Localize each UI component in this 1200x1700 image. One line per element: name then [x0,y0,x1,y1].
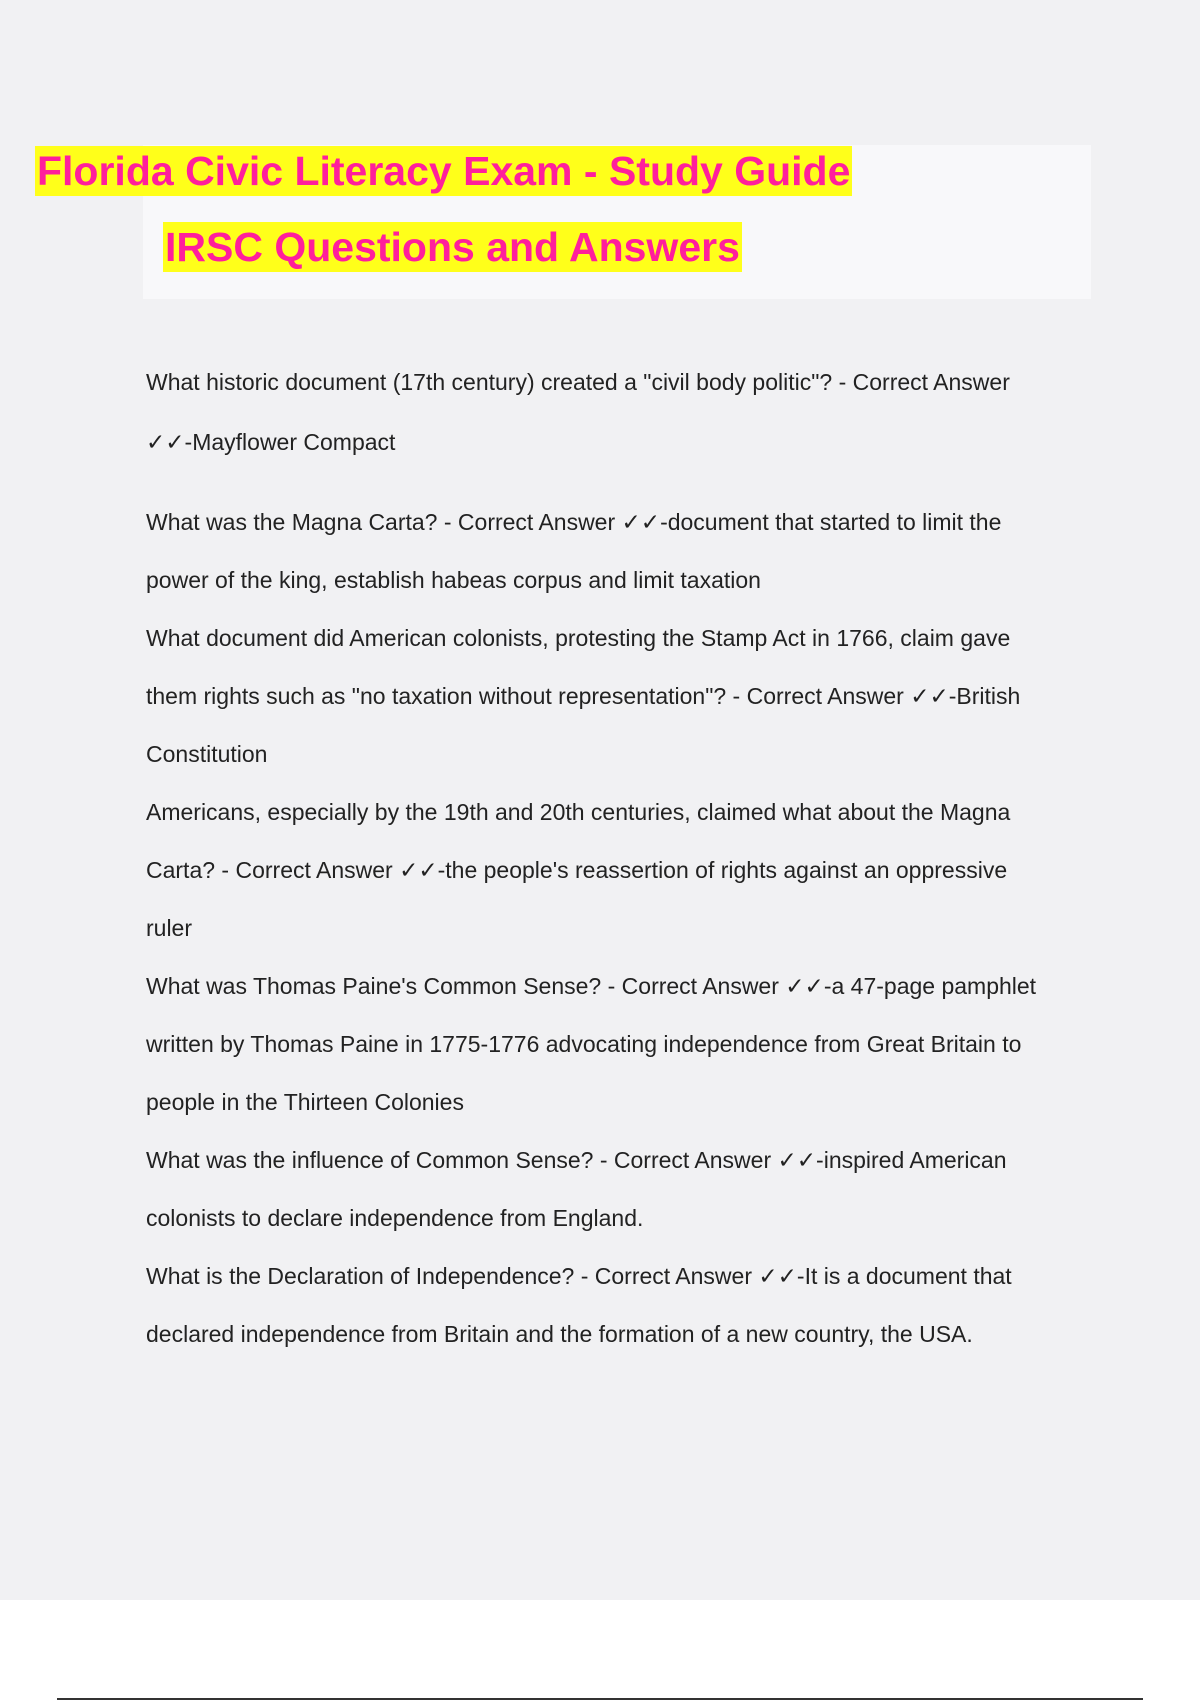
qa-line: written by Thomas Paine in 1775-1776 advocating independence from Great Britain to [146,1031,1022,1057]
qa-entry [146,360,1106,478]
qa-line: What was Thomas Paine's Common Sense? - Correct Answer ✓✓-a 47-page pamphlet [146,973,1037,999]
qa-line: What was the Magna Carta? - Correct Answer ✓✓-document that started to limit the [146,509,1002,535]
qa-line: What document did American colonists, protesting the Stamp Act in 1766, claim gave [146,625,1011,651]
qa-list [146,360,1106,1370]
qa-entry [146,964,1106,1138]
qa-entry [146,616,1106,790]
qa-line: What historic document (17th century) created a "civil body politic"? - Correct Answer [146,369,1010,395]
qa-line: colonists to declare independence from England. [146,1205,644,1231]
document-title-line-2: IRSC Questions and Answers [165,224,740,270]
qa-line: declared independence from Britain and the formation of a new country, the USA. [146,1321,973,1347]
qa-entry [146,1254,1106,1370]
qa-line: people in the Thirteen Colonies [146,1089,464,1115]
qa-line: power of the king, establish habeas corpus and limit taxation [146,567,761,593]
document-title-line-1: Florida Civic Literacy Exam - Study Guide [37,148,851,194]
qa-line: Americans, especially by the 19th and 20th centuries, claimed what about the Magna [146,799,1011,825]
qa-line: What was the influence of Common Sense? - Correct Answer ✓✓-inspired American [146,1147,1007,1173]
qa-line: ruler [146,915,193,941]
qa-line: Carta? - Correct Answer ✓✓-the people's reassertion of rights against an oppressive [146,857,1008,883]
qa-line: Constitution [146,741,268,767]
qa-line: What is the Declaration of Independence? - Correct Answer ✓✓-It is a document that [146,1263,1012,1289]
qa-entry [146,500,1106,616]
qa-entry [146,1138,1106,1254]
qa-entry [146,790,1106,964]
qa-line: them rights such as "no taxation without representation"? - Correct Answer ✓✓-British [146,683,1021,709]
qa-line: ✓✓-Mayflower Compact [146,429,396,455]
